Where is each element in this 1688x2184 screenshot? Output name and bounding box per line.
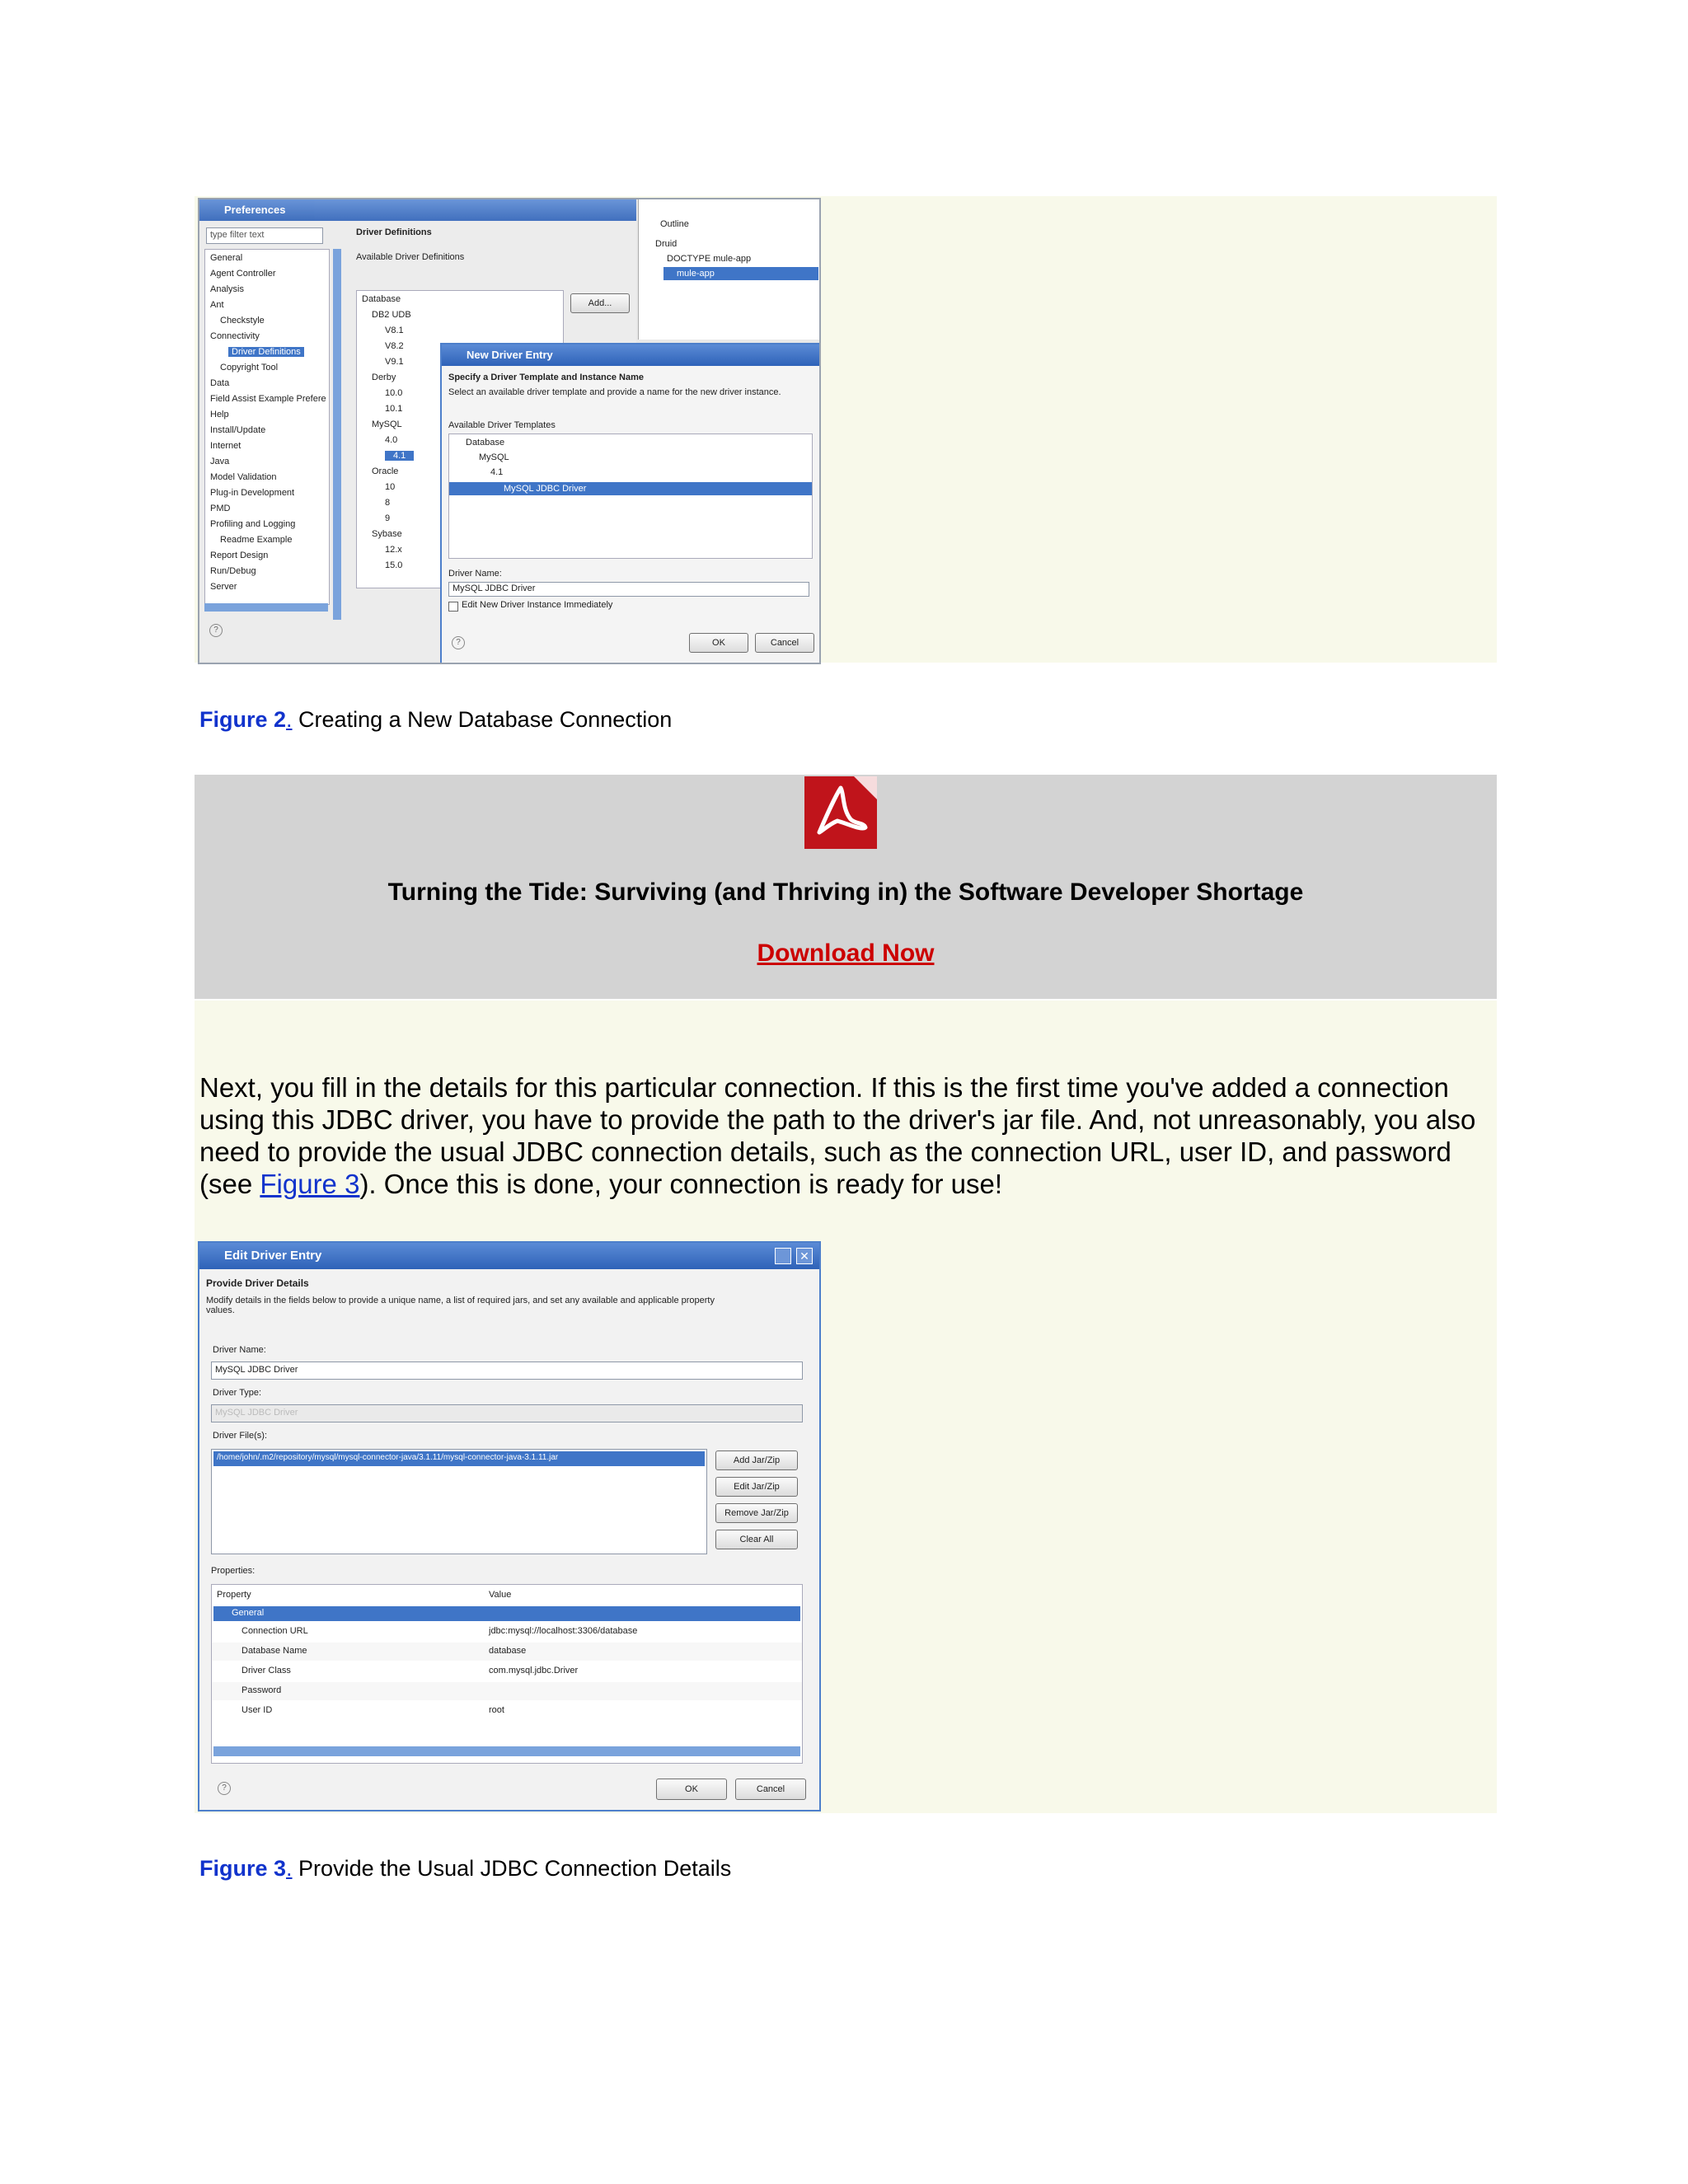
prefs-tree-item[interactable]: Java [210, 457, 230, 466]
templates-label: Available Driver Templates [448, 420, 556, 430]
drivers-tree-item[interactable]: 4.1 [385, 451, 414, 461]
prefs-tree-item[interactable]: Plug-in Development [210, 488, 295, 498]
figure2-screenshot [198, 198, 821, 664]
new-driver-dialog [440, 343, 821, 664]
driver-name-label: Driver Name: [448, 569, 502, 579]
properties-table [211, 1584, 803, 1764]
figure3-link-dot[interactable]: . [286, 1856, 293, 1881]
driver-name-input[interactable]: MySQL JDBC Driver [448, 582, 809, 597]
prefs-tree-item[interactable]: Connectivity [210, 331, 260, 341]
tab-outline[interactable]: Outline [660, 219, 689, 229]
table-row[interactable] [212, 1682, 802, 1700]
outline-item[interactable]: mule-app [677, 269, 715, 279]
prefs-tree-item[interactable]: Ant [210, 300, 224, 310]
driver-type-input: MySQL JDBC Driver [211, 1404, 803, 1422]
property-name: User ID [241, 1705, 273, 1715]
column-header-value[interactable]: Value [489, 1590, 512, 1600]
drivers-tree-item[interactable]: 10.1 [385, 404, 403, 414]
drivers-tree-item[interactable]: 12.x [385, 545, 402, 555]
available-definitions-label: Available Driver Definitions [356, 252, 465, 262]
edit-checkbox-label: Edit New Driver Instance Immediately [462, 600, 613, 610]
driver-files-label: Driver File(s): [213, 1431, 267, 1441]
prefs-tree-item[interactable]: PMD [210, 504, 231, 513]
download-now-link[interactable]: Download Now [757, 940, 935, 967]
template-item[interactable]: Database [466, 438, 505, 448]
figure3-screenshot [198, 1241, 821, 1811]
outline-item[interactable]: DOCTYPE mule-app [667, 254, 752, 264]
figure2-caption [199, 707, 672, 733]
table-row[interactable] [212, 1702, 802, 1720]
drivers-tree-item[interactable]: MySQL [372, 419, 402, 429]
details-description: Modify details in the fields below to provide a unique name, a list of required jars, and set any available and applicable property values. [206, 1296, 715, 1315]
prefs-scrollbar[interactable] [204, 603, 328, 612]
clear-all-button[interactable]: Clear All [715, 1530, 798, 1549]
cancel-button[interactable]: Cancel [755, 633, 814, 653]
drivers-tree-item[interactable]: 8 [385, 498, 391, 508]
property-value: jdbc:mysql://localhost:3306/database [489, 1626, 638, 1636]
figure3-label: Figure 3 [199, 1856, 287, 1881]
properties-label: Properties: [211, 1566, 256, 1576]
prefs-tree-item[interactable]: Report Design [210, 551, 269, 560]
edit-driver-title: Edit Driver Entry [199, 1243, 819, 1269]
horizontal-scrollbar[interactable] [213, 1746, 800, 1756]
prefs-tree-item[interactable]: Checkstyle [220, 316, 265, 326]
drivers-tree-item[interactable]: Oracle [372, 466, 399, 476]
figure2-caption-text: Creating a New Database Connection [292, 707, 673, 732]
prefs-tree-item[interactable]: Agent Controller [210, 269, 276, 279]
ok-button[interactable]: OK [689, 633, 748, 653]
general-group-row[interactable] [213, 1606, 800, 1621]
column-header-property[interactable]: Property [217, 1590, 251, 1600]
drivers-tree-item[interactable]: 4.0 [385, 435, 398, 445]
remove-jar-button[interactable]: Remove Jar/Zip [715, 1503, 798, 1523]
restore-icon[interactable] [775, 1248, 791, 1264]
template-item[interactable]: MySQL [479, 452, 509, 462]
figure3-link[interactable]: Figure 3 [260, 1169, 360, 1199]
figure3-caption-text: Provide the Usual JDBC Connection Details [292, 1856, 732, 1881]
table-row[interactable] [212, 1623, 802, 1641]
property-value: com.mysql.jdbc.Driver [489, 1666, 579, 1675]
driver-type-label: Driver Type: [213, 1388, 262, 1398]
drivers-tree-item[interactable]: V9.1 [385, 357, 404, 367]
outline-view [638, 199, 820, 340]
edit-checkbox[interactable] [448, 602, 458, 612]
help-icon[interactable]: ? [218, 1782, 231, 1795]
help-icon[interactable]: ? [209, 624, 223, 637]
prefs-tree-item[interactable]: Readme Example [220, 535, 293, 545]
figure2-label: Figure 2 [199, 707, 287, 732]
cancel-button[interactable]: Cancel [735, 1779, 806, 1800]
property-name: Database Name [241, 1646, 307, 1656]
prefs-tree-item[interactable]: Driver Definitions [228, 347, 304, 357]
prefs-tree-item[interactable]: Help [210, 410, 229, 419]
close-icon[interactable]: ✕ [796, 1248, 813, 1264]
ok-button[interactable]: OK [656, 1779, 727, 1800]
drivers-tree-item[interactable]: 10.0 [385, 388, 403, 398]
drivers-tree-item[interactable]: 10 [385, 482, 396, 492]
prefs-tree-item[interactable]: Internet [210, 441, 241, 451]
property-name: Connection URL [241, 1626, 308, 1636]
driver-files-list[interactable] [211, 1449, 707, 1554]
property-name: Driver Class [241, 1666, 291, 1675]
pdf-icon[interactable] [804, 776, 877, 849]
driver-name-input[interactable]: MySQL JDBC Driver [211, 1361, 803, 1380]
templates-tree [448, 434, 813, 559]
prefs-tree-item[interactable]: Analysis [210, 284, 244, 294]
dialog-title: New Driver Entry [442, 344, 819, 366]
table-row[interactable] [212, 1643, 802, 1661]
drivers-tree-item[interactable]: 9 [385, 513, 391, 523]
prefs-title: Preferences [199, 199, 636, 221]
drivers-tree-item[interactable]: Derby [372, 373, 396, 382]
group-general: General [232, 1608, 265, 1618]
body-paragraph: Next, you fill in the details for this particular connection. If this is the first time you've added a connection using this JDBC driver, you have to provide the path to the driver's jar file. And, not unreasonably, you also need to provide the usual JDBC connection details, such as the connection URL, user ID, and password (see Figure 3). Once this is done, your connection is ready for use! [199, 1072, 1476, 1199]
help-icon[interactable]: ? [452, 636, 465, 649]
prefs-tree-item[interactable]: Install/Update [210, 425, 266, 435]
driver-definitions-heading: Driver Definitions [356, 227, 432, 237]
property-value: root [489, 1705, 504, 1715]
drivers-tree-item[interactable]: Sybase [372, 529, 402, 539]
drivers-tree-item[interactable]: V8.2 [385, 341, 404, 351]
ad-banner [195, 775, 1497, 999]
prefs-tree-item[interactable]: General [210, 253, 243, 263]
driver-file-path: /home/john/.m2/repository/mysql/mysql-connector-java/3.1.11/mysql-connector-java-3.1.11.jar [217, 1453, 559, 1462]
details-heading: Provide Driver Details [206, 1277, 309, 1289]
filter-input[interactable]: type filter text [206, 227, 323, 244]
drivers-tree-item[interactable]: 15.0 [385, 560, 403, 570]
property-value: database [489, 1646, 527, 1656]
driver-name-label: Driver Name: [213, 1345, 266, 1355]
prefs-tree-item[interactable]: Copyright Tool [220, 363, 279, 373]
outline-item[interactable]: Druid [655, 239, 678, 249]
figure3-caption [199, 1856, 731, 1882]
edit-jar-button[interactable]: Edit Jar/Zip [715, 1477, 798, 1497]
figure2-link[interactable]: . [286, 707, 293, 732]
property-name: Password [241, 1685, 282, 1695]
ad-title: Turning the Tide: Surviving (and Thriving in) the Software Developer Shortage [387, 879, 1304, 906]
prefs-tree [204, 249, 330, 605]
prefs-tree-item[interactable]: Field Assist Example Prefere [210, 394, 326, 404]
template-item[interactable]: MySQL JDBC Driver [504, 484, 587, 494]
dialog-description: Select an available driver template and provide a name for the new driver instance. [448, 387, 781, 397]
dialog-heading: Specify a Driver Template and Instance Name [448, 373, 644, 382]
prefs-tree-item[interactable]: Run/Debug [210, 566, 256, 576]
prefs-tree-item[interactable]: Model Validation [210, 472, 277, 482]
drivers-tree-item[interactable]: DB2 UDB [372, 310, 411, 320]
add-driver-button[interactable]: Add... [570, 293, 630, 313]
prefs-tree-item[interactable]: Server [210, 582, 237, 592]
prefs-tree-item[interactable]: Profiling and Logging [210, 519, 296, 529]
drivers-tree-item[interactable]: V8.1 [385, 326, 404, 335]
vertical-scrollbar[interactable] [333, 249, 341, 620]
add-jar-button[interactable]: Add Jar/Zip [715, 1451, 798, 1470]
template-item[interactable]: 4.1 [490, 467, 504, 477]
table-row[interactable] [212, 1662, 802, 1680]
prefs-tree-item[interactable]: Data [210, 378, 230, 388]
drivers-tree-item[interactable]: Database [362, 294, 401, 304]
